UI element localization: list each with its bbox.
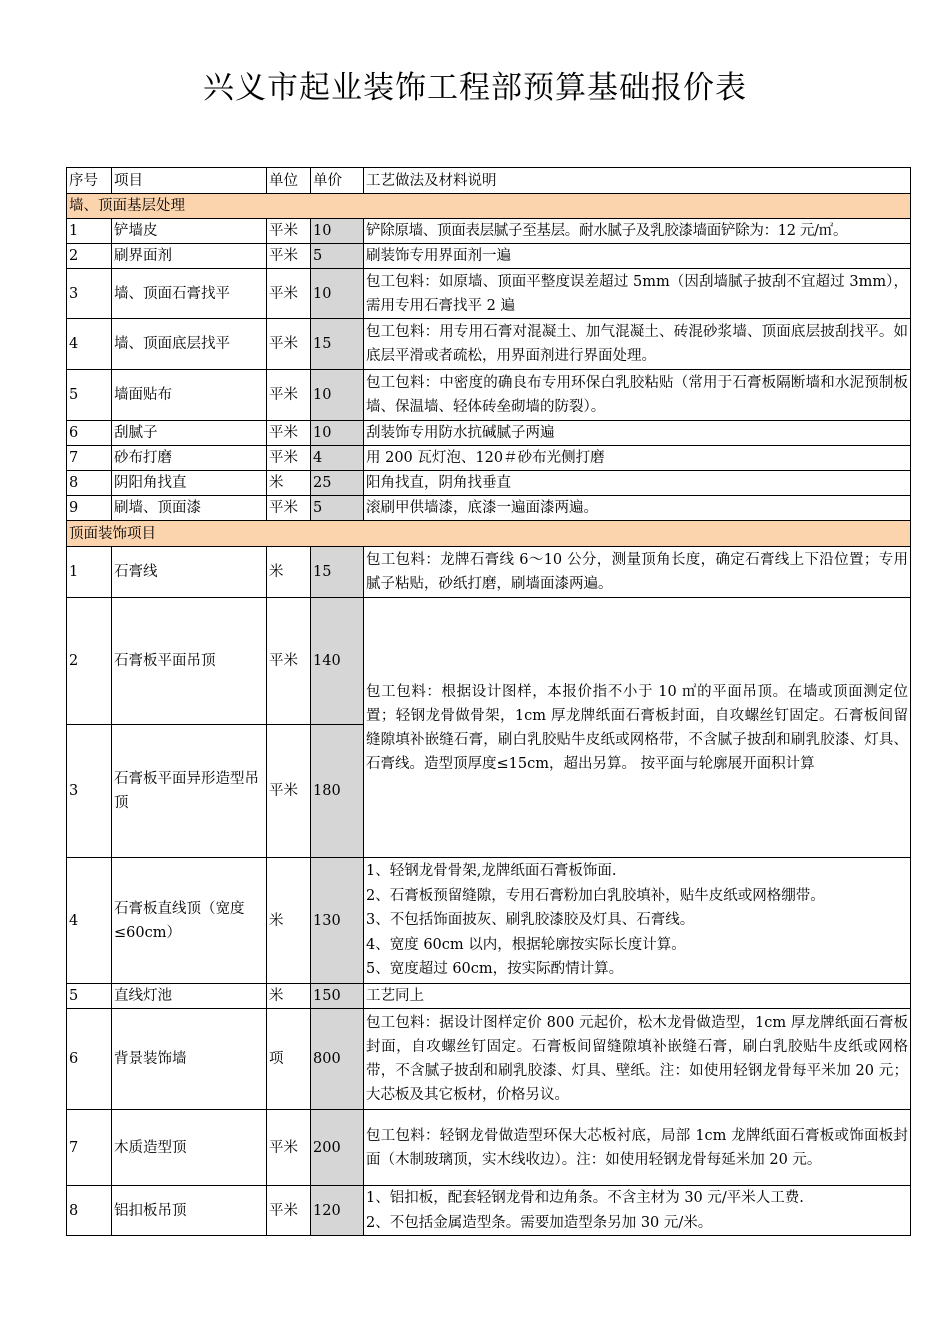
table-header-row <box>67 168 911 194</box>
row-item: 阴阳角找直 <box>112 471 267 496</box>
header-no: 序号 <box>67 168 112 194</box>
table-row <box>67 370 911 421</box>
row-price: 200 <box>311 1110 364 1186</box>
row-unit: 平米 <box>267 496 311 521</box>
row-item: 铝扣板吊顶 <box>112 1186 267 1236</box>
row-unit: 平米 <box>267 725 311 858</box>
price-table <box>66 167 911 1236</box>
table-row <box>67 219 911 244</box>
table-row <box>67 1110 911 1186</box>
row-no: 2 <box>67 244 112 269</box>
row-no: 6 <box>67 421 112 446</box>
row-item: 直线灯池 <box>112 984 267 1009</box>
table-row <box>67 319 911 370</box>
desc-line: 4、宽度 60cm 以内，根据轮廓按实际长度计算。 <box>366 936 686 953</box>
row-unit: 平米 <box>267 319 311 370</box>
row-unit: 平米 <box>267 219 311 244</box>
row-desc: 包工包料：根据设计图样，本报价指不小于 10 ㎡的平面吊顶。在墙或顶面测定位置；轻钢龙骨做骨架，1cm 厚龙牌纸面石膏板封面，自攻螺丝钉固定。石膏板间留缝隙填补嵌缝石膏，刷白乳胶贴牛皮纸或网格带，不含腻子披刮和刷乳胶漆、灯具、石膏线。造型顶厚度≤15cm，超出另算。 按平面与轮廓展开面积计算 <box>364 598 911 858</box>
row-unit: 米 <box>267 984 311 1009</box>
section-header <box>67 521 911 547</box>
row-no: 6 <box>67 1009 112 1110</box>
header-unit: 单位 <box>267 168 311 194</box>
row-desc: 滚刷甲供墙漆，底漆一遍面漆两遍。 <box>364 496 911 521</box>
row-item: 砂布打磨 <box>112 446 267 471</box>
row-item: 石膏线 <box>112 547 267 598</box>
row-unit: 米 <box>267 547 311 598</box>
row-no: 2 <box>67 598 112 725</box>
row-no: 8 <box>67 471 112 496</box>
table-row <box>67 984 911 1009</box>
row-desc: 阳角找直，阴角找垂直 <box>364 471 911 496</box>
table-row <box>67 471 911 496</box>
row-price: 4 <box>311 446 364 471</box>
row-desc: 包工包料：用专用石膏对混凝土、加气混凝土、砖混砂浆墙、顶面底层披刮找平。如底层平滑或者疏松，用界面剂进行界面处理。 <box>364 319 911 370</box>
table-row <box>67 1186 911 1236</box>
row-price: 180 <box>311 725 364 858</box>
row-price: 10 <box>311 370 364 421</box>
row-price: 15 <box>311 547 364 598</box>
row-item: 石膏板平面吊顶 <box>112 598 267 725</box>
row-unit: 平米 <box>267 446 311 471</box>
row-price: 800 <box>311 1009 364 1110</box>
row-desc: 包工包料：轻钢龙骨做造型环保大芯板衬底，局部 1cm 龙牌纸面石膏板或饰面板封面（木制玻璃顶，实木线收边）。注：如使用轻钢龙骨每延米加 20 元。 <box>364 1110 911 1186</box>
row-unit: 米 <box>267 858 311 984</box>
row-no: 1 <box>67 219 112 244</box>
row-item: 墙、顶面底层找平 <box>112 319 267 370</box>
section-title: 顶面装饰项目 <box>67 521 911 547</box>
row-price: 140 <box>311 598 364 725</box>
row-price: 15 <box>311 319 364 370</box>
table-row <box>67 421 911 446</box>
desc-line: 5、宽度超过 60cm，按实际酌情计算。 <box>366 961 624 978</box>
row-unit: 项 <box>267 1009 311 1110</box>
row-no: 9 <box>67 496 112 521</box>
row-no: 1 <box>67 547 112 598</box>
row-item: 石膏板平面异形造型吊顶 <box>112 725 267 858</box>
row-price: 25 <box>311 471 364 496</box>
row-desc: 用 200 瓦灯泡、120＃砂布光侧打磨 <box>364 446 911 471</box>
row-item: 墙面贴布 <box>112 370 267 421</box>
row-desc: 刷装饰专用界面剂一遍 <box>364 244 911 269</box>
row-unit: 平米 <box>267 421 311 446</box>
row-desc <box>364 858 911 984</box>
row-no: 3 <box>67 725 112 858</box>
row-no: 7 <box>67 1110 112 1186</box>
row-item: 墙、顶面石膏找平 <box>112 269 267 319</box>
row-desc: 工艺同上 <box>364 984 911 1009</box>
row-price: 150 <box>311 984 364 1009</box>
table-row <box>67 858 911 984</box>
row-no: 4 <box>67 858 112 984</box>
section-title: 墙、顶面基层处理 <box>67 194 911 219</box>
row-item: 背景装饰墙 <box>112 1009 267 1110</box>
header-price: 单价 <box>311 168 364 194</box>
row-no: 7 <box>67 446 112 471</box>
row-item: 木质造型顶 <box>112 1110 267 1186</box>
row-desc: 包工包料：龙牌石膏线 6～10 公分，测量顶角长度，确定石膏线上下沿位置；专用腻子粘贴，砂纸打磨，刷墙面漆两遍。 <box>364 547 911 598</box>
table-row <box>67 446 911 471</box>
row-no: 5 <box>67 984 112 1009</box>
row-price: 5 <box>311 244 364 269</box>
row-desc: 包工包料：据设计图样定价 800 元起价，松木龙骨做造型，1cm 厚龙牌纸面石膏板封面，自攻螺丝钉固定。石膏板间留缝隙填补嵌缝石膏，刷白乳胶贴牛皮纸或网格带，不含腻子披刮和刷乳胶漆、灯具、壁纸。注：如使用轻钢龙骨每平米加 20 元；大芯板及其它板材，价格另议。 <box>364 1009 911 1110</box>
row-price: 5 <box>311 496 364 521</box>
row-price: 10 <box>311 269 364 319</box>
desc-line: 2、石膏板预留缝隙，专用石膏粉加白乳胶填补，贴牛皮纸或网格绷带。 <box>366 887 825 904</box>
row-no: 5 <box>67 370 112 421</box>
row-item: 刮腻子 <box>112 421 267 446</box>
row-desc: 刮装饰专用防水抗碱腻子两遍 <box>364 421 911 446</box>
row-unit: 平米 <box>267 598 311 725</box>
row-unit: 平米 <box>267 1110 311 1186</box>
row-desc: 铲除原墙、顶面表层腻子至基层。耐水腻子及乳胶漆墙面铲除为：12 元/㎡。 <box>364 219 911 244</box>
row-no: 4 <box>67 319 112 370</box>
table-row <box>67 244 911 269</box>
table-row <box>67 269 911 319</box>
table-row <box>67 598 911 725</box>
header-item: 项目 <box>112 168 267 194</box>
table-row <box>67 547 911 598</box>
header-desc: 工艺做法及材料说明 <box>364 168 911 194</box>
table-row <box>67 496 911 521</box>
desc-line: 1、轻钢龙骨骨架,龙牌纸面石膏板饰面. <box>366 863 617 880</box>
row-desc: 包工包料：中密度的确良布专用环保白乳胶粘贴（常用于石膏板隔断墙和水泥预制板墙、保温墙、轻体砖垒砌墙的防裂）。 <box>364 370 911 421</box>
table-row <box>67 1009 911 1110</box>
row-desc: 包工包料：如原墙、顶面平整度误差超过 5mm（因刮墙腻子披刮不宜超过 3mm），需用专用石膏找平 2 遍 <box>364 269 911 319</box>
row-item: 铲墙皮 <box>112 219 267 244</box>
row-desc <box>364 1186 911 1236</box>
row-price: 130 <box>311 858 364 984</box>
page-title: 兴义市起业装饰工程部预算基础报价表 <box>203 70 747 106</box>
row-unit: 平米 <box>267 1186 311 1236</box>
row-unit: 米 <box>267 471 311 496</box>
desc-line: 3、不包括饰面披灰、刷乳胶漆胶及灯具、石膏线。 <box>366 912 695 929</box>
row-item: 石膏板直线顶（宽度≤60cm） <box>112 858 267 984</box>
row-price: 120 <box>311 1186 364 1236</box>
row-price: 10 <box>311 219 364 244</box>
row-item: 刷界面剂 <box>112 244 267 269</box>
row-unit: 平米 <box>267 269 311 319</box>
row-no: 3 <box>67 269 112 319</box>
desc-line: 1、铝扣板，配套轻钢龙骨和边角条。不含主材为 30 元/平米人工费. <box>366 1190 804 1206</box>
row-unit: 平米 <box>267 370 311 421</box>
row-unit: 平米 <box>267 244 311 269</box>
row-price: 10 <box>311 421 364 446</box>
row-item: 刷墙、顶面漆 <box>112 496 267 521</box>
row-no: 8 <box>67 1186 112 1236</box>
desc-line: 2、不包括金属造型条。需要加造型条另加 30 元/米。 <box>366 1214 713 1231</box>
section-header <box>67 194 911 219</box>
